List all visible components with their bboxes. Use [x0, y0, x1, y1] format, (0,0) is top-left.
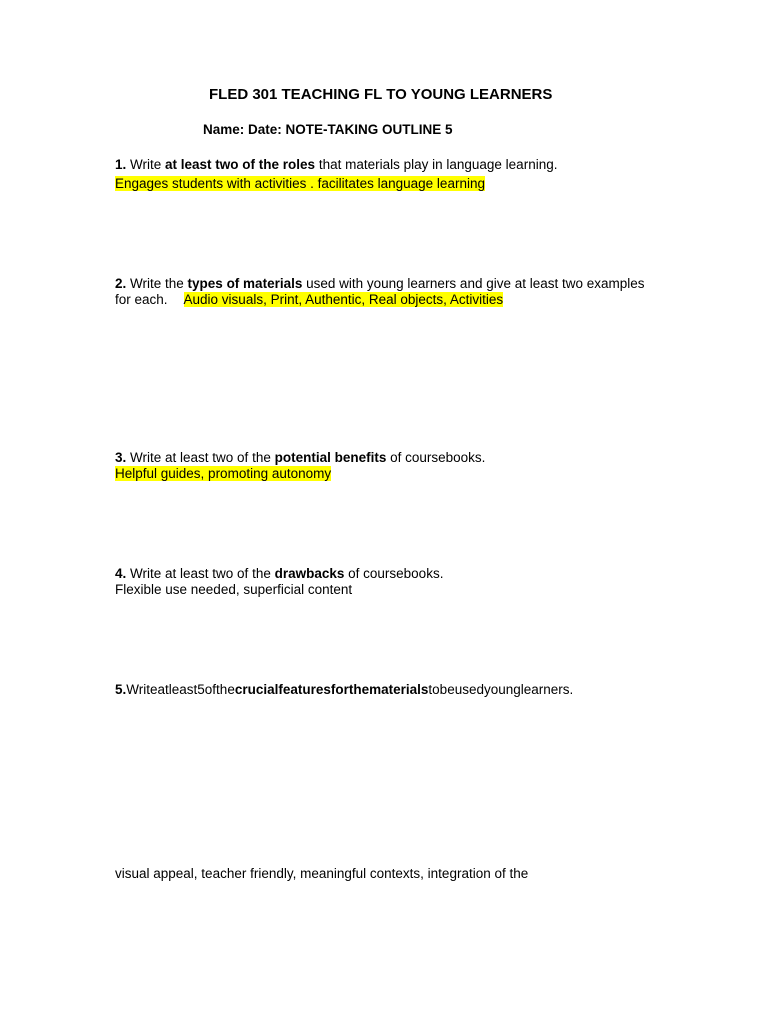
question-text: Write at least two of the — [126, 566, 275, 581]
question-text: Write at least two of the — [126, 450, 275, 465]
question-text: Write — [126, 157, 166, 172]
question-2 — [115, 276, 645, 292]
question-number: 2. — [115, 276, 127, 291]
question-number: 4. — [115, 566, 127, 581]
question-number: 5. — [115, 682, 127, 697]
answer-text: Flexible use needed, superficial content — [115, 582, 353, 597]
question-2-continuation — [115, 292, 503, 308]
question-number: 3. — [115, 450, 127, 465]
question-text: for each. — [115, 292, 168, 307]
question-emphasis: drawbacks — [274, 566, 345, 581]
highlighted-answer: Helpful guides, promoting autonomy — [115, 466, 332, 481]
question-3 — [115, 450, 485, 466]
question-text: tobeusedyounglearners. — [428, 682, 574, 697]
question-4 — [115, 566, 443, 582]
question-number: 1. — [115, 157, 127, 172]
question-emphasis: potential benefits — [274, 450, 387, 465]
answer-1 — [115, 176, 485, 192]
answer-3 — [115, 466, 331, 482]
page-subtitle: Name: Date: NOTE-TAKING OUTLINE 5 — [203, 122, 453, 137]
question-emphasis: at least two of the roles — [165, 157, 316, 172]
question-5 — [115, 682, 573, 698]
answer-4 — [115, 582, 352, 598]
question-emphasis: types of materials — [187, 276, 303, 291]
highlighted-answer: Engages students with activities . facilitates language learning — [115, 176, 485, 191]
highlighted-answer: Audio visuals, Print, Authentic, Real objects, Activities — [183, 292, 504, 307]
question-1 — [115, 157, 557, 173]
answer-5 — [115, 866, 528, 882]
question-text: of coursebooks. — [344, 566, 444, 581]
question-emphasis: crucialfeaturesforthematerials — [234, 682, 429, 697]
question-text: Write the — [126, 276, 188, 291]
page-title: FLED 301 TEACHING FL TO YOUNG LEARNERS — [209, 86, 553, 103]
question-text: of coursebooks. — [386, 450, 486, 465]
question-text: Writeatleast5ofthe — [126, 682, 235, 697]
question-text: used with young learners and give at least two examples — [302, 276, 645, 291]
question-text: that materials play in language learning. — [315, 157, 558, 172]
answer-text: visual appeal, teacher friendly, meaningful contexts, integration of the — [115, 866, 529, 881]
